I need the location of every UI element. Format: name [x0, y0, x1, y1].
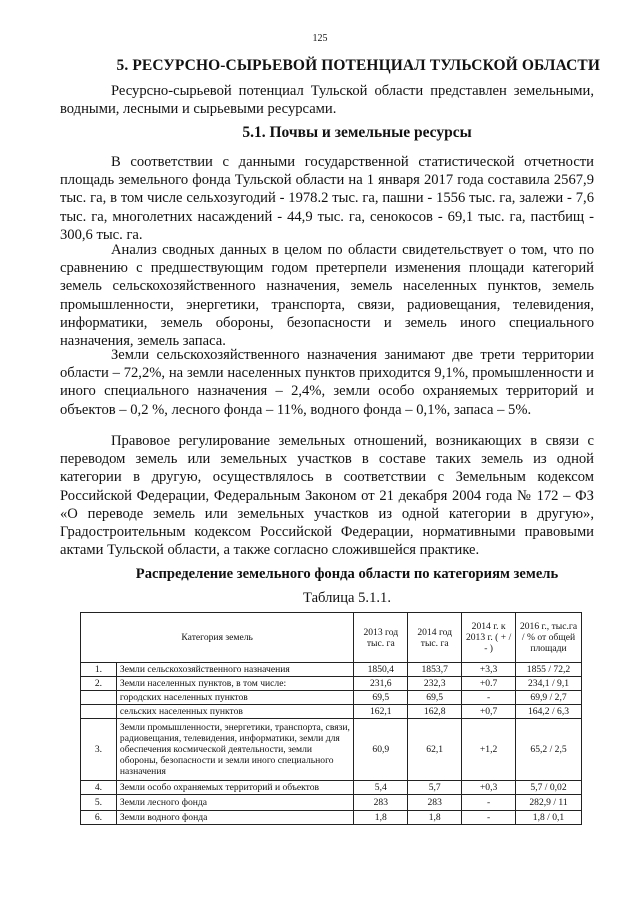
row-category: Земли сельскохозяйственного назначения	[116, 663, 353, 677]
row-change: +0,7	[462, 705, 516, 719]
row-2016: 234,1 / 9,1	[516, 677, 582, 691]
header-2016: 2016 г., тыс.га / % от общей площади	[516, 613, 582, 663]
row-number: 3.	[81, 719, 117, 781]
table-number: Таблица 5.1.1.	[303, 590, 391, 606]
row-2014: 283	[408, 795, 462, 811]
row-2016: 1,8 / 0,1	[516, 811, 582, 825]
row-2016: 5,7 / 0,02	[516, 781, 582, 795]
row-number: 4.	[81, 781, 117, 795]
table-row	[81, 811, 582, 825]
row-2016: 1855 / 72,2	[516, 663, 582, 677]
row-number: 2.	[81, 677, 117, 691]
row-number: 1.	[81, 663, 117, 677]
table-row	[81, 781, 582, 795]
row-number: 5.	[81, 795, 117, 811]
table-row	[81, 691, 582, 705]
row-2014: 232,3	[408, 677, 462, 691]
table-row	[81, 795, 582, 811]
table-row	[81, 677, 582, 691]
header-2014: 2014 год тыс. га	[408, 613, 462, 663]
row-2013: 231,6	[354, 677, 408, 691]
row-category: Земли водного фонда	[116, 811, 353, 825]
row-number: 6.	[81, 811, 117, 825]
row-2014: 1853,7	[408, 663, 462, 677]
row-2013: 1850,4	[354, 663, 408, 677]
row-change: -	[462, 795, 516, 811]
intro-paragraph: Ресурсно-сырьевой потенциал Тульской области представлен земельными, водными, лесными и сырьевыми ресурсами.	[60, 83, 594, 117]
table-row	[81, 719, 582, 781]
row-change: -	[462, 691, 516, 705]
row-2013: 283	[354, 795, 408, 811]
row-change: +3,3	[462, 663, 516, 677]
row-2013: 1,8	[354, 811, 408, 825]
header-category: Категория земель	[81, 613, 354, 663]
row-2013: 60,9	[354, 719, 408, 781]
row-number	[81, 691, 117, 705]
table-row	[81, 705, 582, 719]
row-category: Земли населенных пунктов, в том числе:	[116, 677, 353, 691]
row-category: Земли промышленности, энергетики, транспорта, связи, радиовещания, телевидения, информатики, земли для обеспечения космической деятельности, земли обороны, безопасности и земли иного специального назначения	[116, 719, 353, 781]
table-body	[81, 663, 582, 825]
row-2016: 164,2 / 6,3	[516, 705, 582, 719]
row-category: городских населенных пунктов	[116, 691, 353, 705]
row-change: -	[462, 811, 516, 825]
row-2014: 62,1	[408, 719, 462, 781]
row-number	[81, 705, 117, 719]
row-2016: 282,9 / 11	[516, 795, 582, 811]
row-category: Земли особо охраняемых территорий и объектов	[116, 781, 353, 795]
header-2013: 2013 год тыс. га	[354, 613, 408, 663]
section-heading: 5. РЕСУРСНО-СЫРЬЕВОЙ ПОТЕНЦИАЛ ТУЛЬСКОЙ ОБЛАСТИ	[116, 57, 600, 74]
table-row	[81, 663, 582, 677]
row-2014: 69,5	[408, 691, 462, 705]
row-2014: 162,8	[408, 705, 462, 719]
row-2014: 5,7	[408, 781, 462, 795]
row-change: +0.7	[462, 677, 516, 691]
land-fund-table	[80, 612, 582, 825]
row-2014: 1,8	[408, 811, 462, 825]
row-change: +0,3	[462, 781, 516, 795]
paragraph-regulation: Правовое регулирование земельных отношений, возникающих в связи с переводом земель или земельных участков в составе таких земель из одной категории в другую, осуществлялось в соответствии с Земельным кодексом Российской Федерации, Федеральным Законом от 21 декабря 2004 года № 172 – ФЗ «О переводе земель или земельных участков из одной категории в другую», Градостроительным кодексом Российской Федерации, нормативными правовыми актами Тульской области, а также согласно сложившейся практике.	[60, 433, 594, 559]
row-category: сельских населенных пунктов	[116, 705, 353, 719]
row-2016: 65,2 / 2,5	[516, 719, 582, 781]
row-change: +1,2	[462, 719, 516, 781]
row-2016: 69,9 / 2,7	[516, 691, 582, 705]
row-category: Земли лесного фонда	[116, 795, 353, 811]
page-number: 125	[312, 33, 328, 44]
row-2013: 5,4	[354, 781, 408, 795]
row-2013: 69,5	[354, 691, 408, 705]
paragraph-shares: Земли сельскохозяйственного назначения занимают две трети территории области – 72,2%, на земли населенных пунктов приходится 9,1%, промышленности и иного специального назначения – 2,4%, земли особо охраняемых территорий и объектов – 0,2 %, лесного фонда – 11%, водного фонда – 0,1%, запаса – 5%.	[60, 347, 594, 418]
paragraph-analysis: Анализ сводных данных в целом по области свидетельствует о том, что по сравнению с предшествующим годом претерпели изменения площади категорий земель сельскохозяйственного назначения, земель населенных пунктов, земель промышленности, энергетики, транспорта, связи, радиовещания, телевидения, информатики, земель обороны, безопасности и земель иного специального назначения, земель запаса.	[60, 242, 594, 350]
header-change: 2014 г. к 2013 г. ( + / - )	[462, 613, 516, 663]
paragraph-land-fund: В соответствии с данными государственной статистической отчетности площадь земельного фонда Тульской области на 1 января 2017 года составила 2567,9 тыс. га, в том числе сельхозугодий - 1978.2 тыс. га, пашни - 1556 тыс. га, залежи - 7,6 тыс. га, многолетних насаждений - 44,9 тыс. га, сенокосов - 69,1 тыс. га, пастбищ - 300,6 тыс. га.	[60, 154, 594, 243]
subsection-heading: 5.1. Почвы и земельные ресурсы	[242, 124, 472, 141]
table-title: Распределение земельного фонда области по категориям земель	[135, 566, 559, 582]
row-2013: 162,1	[354, 705, 408, 719]
